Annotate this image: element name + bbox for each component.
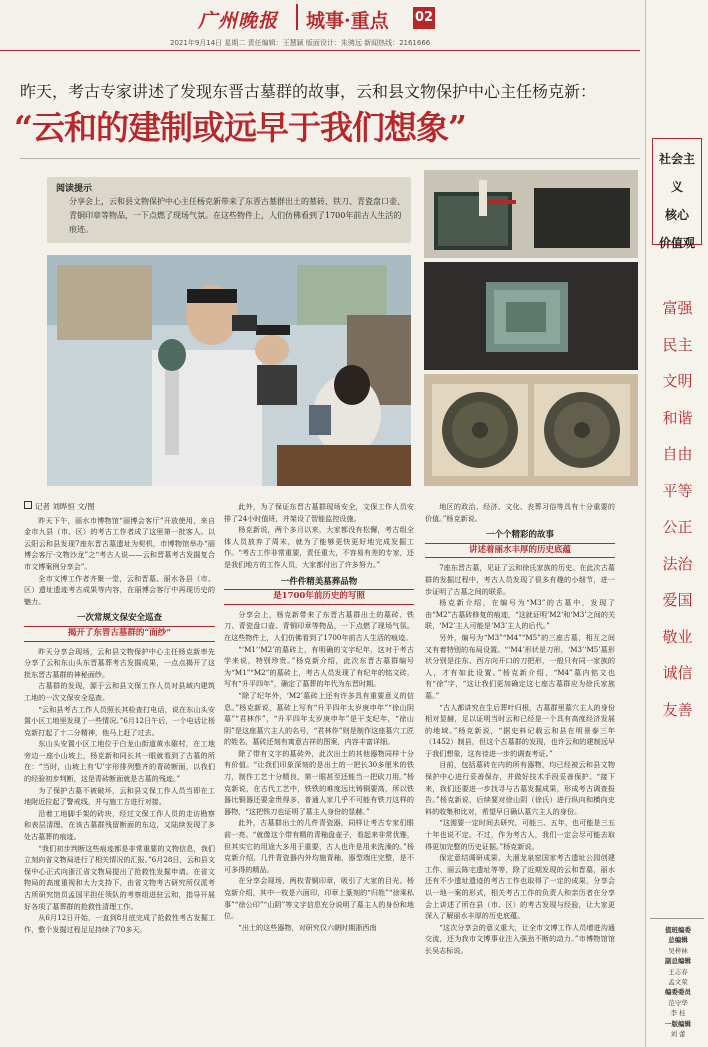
paragraph: 另外，编号为“M3”“M4”“M5”的三座古墓，相互之间又有着特别的布局设置。“‘M4’形状是刀形，‘M3’‘M5’墓形状分别是往东、西方向开口的刀把形，一般只有同一家族的人，才有如此设置。”杨克新介绍，“M4”墓内铭文也有“徐”字，“这让我们更加确定这七座古墓群应为徐氏家族墓。” — [425, 632, 615, 700]
staff-name: 孟文荣 — [668, 978, 688, 987]
subheading-2 — [224, 577, 414, 605]
reading-tip-text: 分享会上，云和县文物保护中心主任杨克新带来了东晋古墓群出土的墓砖、铁刀、青瓷盘口壶、青铜印章等物品，一下点燃了现场气氛。在这些物件上，人们仿佛看到了1700年前古人生活的痕迹。 — [69, 197, 405, 234]
paragraph: 东山头安置小区工地位于白龙山街道黄水碓村，在工地旁边一座小山坡上，杨克新和同长其一眼就看到了古墓的所在：“当时，山坡上有‘U’字形排列整齐的青砖断面，以我们的经验初步判断，这是青砖断面就是古墓的残迹。” — [24, 739, 215, 784]
masthead-rule — [0, 50, 640, 51]
paragraph: 古墓群的发现，源于云和县文保工作人员对县域内建筑工地的一次文保安全巡查。 — [24, 681, 215, 702]
core-value-item: 友善 — [662, 700, 693, 719]
core-values-title-line: 价值观 — [658, 236, 695, 250]
mirror-photo-illustration — [424, 374, 638, 486]
brick-photo-illustration — [424, 170, 638, 258]
core-values-title — [657, 145, 697, 257]
subheading-1 — [24, 613, 215, 641]
core-value-item: 公正 — [662, 518, 693, 536]
core-value-item: 诚信 — [662, 664, 693, 682]
article-column-3 — [425, 501, 615, 957]
paragraph: “古人都讲究在生后葬叶归根，古墓群里墓穴主人的身份相对显赫，足以证明当时云和已经是一个具有高度经济发展的地域。”杨克新说，“据史料记载云和县在明景泰三年（1452）制县，但这个古墓群的发现，也许云和的建制远早于我们想象，这有待进一步的调查考证。” — [425, 702, 615, 758]
photo-bronze-mirrors — [424, 374, 638, 486]
paragraph: 全市文博工作者齐聚一堂，云和晋墓、丽水各县（市、区）遗址遗迹考古成果等内容，在丽博会客厅中再现历史的魅力。 — [24, 573, 215, 606]
subheading-3 — [425, 530, 615, 558]
paragraph: 杨克新介绍，在编号为“M3”的古墓中，发现了由“M2”古墓砖修复的痕迹，“这就证明‘M2’和‘M3’之间的关联，‘M2’主人可能是‘M3’主人的后代。” — [425, 598, 616, 631]
byline-square-icon — [24, 501, 32, 509]
core-values-title-line: 核心 — [664, 208, 689, 222]
paragraph: 昨天下午，丽水市博物馆“丽博会客厅”开放使用，来自金市九县（市、区）的考古工作者成了这里第一批客人。以云阳云和县发现7座东晋古墓遗址为契机，市博物馆举办“丽博会客厅·文物沙龙”之“考古人说——云和晋墓考古发掘复合市文博案例分享会”。 — [24, 515, 215, 571]
paragraph: “‘M1’‘M2’的墓砖上，有明确的文字纪年，这对于考古学来说，特别珍贵。”杨克新介绍，此次东晋古墓群编号为“M1”“M2”的墓砖上，考古人员发现了有纪年的铭文砖，写有“升平四年”，确定了墓葬的年代为东晋时期。 — [224, 644, 414, 689]
core-value-item: 敬业 — [662, 627, 693, 646]
masthead — [0, 0, 645, 46]
core-values-title-line: 社会主义 — [658, 152, 695, 194]
subheading-3-line-2: 讲述着丽水丰厚的历史底蕴 — [425, 543, 615, 559]
reading-tip-heading: 阅读提示 — [56, 184, 93, 194]
masthead-divider — [296, 4, 298, 30]
staff-name: 范守华 — [668, 998, 688, 1007]
core-values-title-box — [652, 138, 702, 250]
title-divider — [20, 158, 640, 159]
paragraph: 在分享会现场，两枚青铜印章，吸引了大家的目光。杨克新介绍，其中一枚是六面印，印章上篆刻的“归姓”“徐乘私事”“徐公印”“山阴”等文字信息充分说明了墓主人的身份和地位。 — [224, 876, 414, 921]
editorial-staff — [650, 925, 706, 1039]
seal-photo-illustration — [424, 262, 638, 370]
staff-name: 王志春 — [668, 967, 688, 976]
edition-info: 2021年9月14日 星期二 责任编辑：王慧颖 版面设计：朱骋远 新闻热线：2161666 — [170, 39, 431, 47]
core-value-item: 平等 — [662, 481, 693, 500]
paragraph: “我们初步判断这些痕迹都是非常重要的文物信息，我们立刻向省文物局进行了相关情况的汇报。”6月28日，云和县文保中心正式向浙江省文物局提出了抢救性发掘申请。在省文物局的高度重视和大力支持下，由省文物考古研究所仅派考古所研究馆员孟国平担任领队的考察组进驻云和，指导开展好各项了墓葬群的抢救性清理工作。 — [24, 843, 215, 911]
paragraph: 昨天分享会现场，云和县文物保护中心主任杨克新率先分享了云和东山头东晋墓葬考古发掘成果，一点点揭开了这批东晋古墓群的神秘面纱。 — [24, 646, 215, 679]
core-value-item: 民主 — [662, 335, 693, 354]
photo-brick-object — [424, 170, 638, 258]
subheading-1-line-1: 一次常规文保安全巡查 — [76, 613, 162, 624]
paragraph: “这次分享会的意义重大，让全市文博工作人员增进沟通交流，还为我市文博事业注入强劲不断的动力。”市博物馆馆长吴志标说。 — [425, 922, 615, 955]
subheading-1-line-2: 揭开了东晋古墓群的“面纱” — [24, 626, 215, 642]
paragraph: 从6月12日开始，一直到8月底完成了抢救性考古发掘工作，整个发掘过程足足持续了70多天。 — [24, 913, 215, 934]
paragraph: 此外，古墓群出土的几件青瓷器，同样让考古专家们眼前一亮。“就像这个带有精的青釉盘壶子，看起来非常优雅，但其实它的用途大多用于重要，古人也许是用来洗澡的。”杨克新介绍，几件青瓷器内外均施青釉，器型端庄完整，是不可多得的精品。 — [224, 818, 414, 874]
core-value-item: 富强 — [662, 299, 693, 317]
core-value-item: 爱国 — [662, 591, 693, 609]
staff-divider — [650, 918, 704, 919]
staff-role: 一版编辑 — [665, 1019, 691, 1028]
paragraph: 地区的政治、经济、文化、丧葬习俗等具有十分重要的价值。”杨克新说。 — [425, 502, 615, 523]
paragraph: 除了带有文字的墓砖外，此次出土的其他器物同样十分有价值。“让我们印象深刻的是出土的一把长30多厘米的铁刀，制作工艺十分精良，第一眼甚至还能当一把砍刀用。”杨克新说，在古代工艺中，铁铁的难度远比铸铜要高，所以铁器比铜器还要金贵得多，普通人家几乎不可能有铁刀这样的器物，“这把铁刀也证明了墓主人身份的显赫。” — [224, 748, 414, 816]
paragraph: “云和县考古工作人员照长其检查打电话，说在东山头安置小区工地里发现了一些情况。”6月12日午后，一个电话让杨克新打起了十二分精神，他马上赶了过去。 — [24, 704, 215, 737]
paragraph: 杨克新说，两个多月以来，大家都没有松懈，考古组全体人员放弃了周末，就为了能够更快更好地完成发掘工作。“考古工作非常重要，责任重大，不容易有差的专家，还是我们地方的工作人员，大家都付出了许多努力。” — [224, 525, 414, 569]
staff-role: 总编辑 — [668, 936, 688, 945]
reading-tip-box — [47, 177, 411, 243]
photo-seal-object — [424, 262, 638, 370]
subheading-3-line-1: 一个个精彩的故事 — [485, 530, 554, 541]
newspaper-logo: 广州晚报 — [198, 10, 279, 32]
paragraph: 此外，为了保证东晋古墓群现场安全，文保工作人员安排了24小时值班，并架设了智能监控设施。 — [224, 502, 414, 523]
article-column-1 — [24, 501, 215, 935]
core-values-list — [646, 290, 708, 728]
article-kicker: 昨天，考古专家讲述了发现东晋古墓群的故事，云和县文物保护中心主任杨克新： — [20, 82, 597, 101]
main-photo — [47, 255, 411, 486]
page-number-badge: 02 — [413, 7, 435, 29]
staff-name: 李 桂 — [670, 1009, 686, 1018]
byline — [24, 501, 215, 513]
paragraph: 分享会上，杨克新带来了东晋古墓群出土的墓砖、铁刀、青瓷盘口壶、青铜印章等物品，一下点燃了现场气氛。在这些物件上，人们仿佛看到了1700年前古人生活的痕迹。 — [224, 609, 414, 642]
staff-role: 副总编辑 — [665, 957, 691, 966]
core-value-item: 文明 — [662, 372, 693, 390]
paragraph: 保定意结调研成果、大溜龙泉窑国家考古遗址公园创建工作、丽云陈宅遗址等等，除了近期发现的云和晋墓，丽水还有不少遗址遗迹的考古工作也取得了一定的成果，分享会以一地一案的形式，相关考古工作的负责人和亲历者在分享会上讲述了所在县（市、区）的考古发现与经验，让大家更深入了解丽水丰厚的历史底蕴。 — [425, 853, 615, 921]
subheading-2-line-1: 一件件精美墓葬品物 — [280, 576, 358, 587]
paragraph: “除了纪年外，‘M2’墓砖上还有许多具有重要意义的信息。”杨克新说，墓砖上写有“升平四年太岁庚申年”“徐山阴墓”“君林作”，“升平四年太岁庚申年”是干支纪年，“徐山阴”是这座墓穴主人的名号，“君林作”则是制作这座墓穴工匠的姓名，墓砖还刻有寓意吉祥的图案，内容丰富详细。 — [224, 690, 414, 747]
paragraph: 目前，包括墓砖在内的所有器物，均已经被云和县文物保护中心进行妥善保存，并做好技术手段妥善保护。“接下来，我们还要进一步找寻与古墓发掘成果，形成考古调查报告。”杨克新说，后续要对徐山阴（徐氏）进行纵向和横向史料的收集和比对，希望早日确认墓穴主人的身份。 — [425, 760, 615, 816]
paragraph: 为了保护古墓不被破坏，云和县文保工作人员当即在工地附近拉起了警戒线，并与施工方进行对接。 — [24, 785, 215, 807]
core-value-item: 法治 — [662, 554, 693, 573]
main-photo-illustration — [47, 255, 411, 486]
article-column-2 — [224, 501, 414, 933]
article-headline: “云和的建制或远早于我们想象” — [14, 108, 466, 147]
section-title: 城事·重点 — [306, 10, 389, 32]
values-sidebar — [645, 0, 708, 1047]
subheading-2-line-2: 是1700年前历史的写照 — [224, 589, 414, 605]
staff-name: 刘 蕾 — [670, 1030, 686, 1039]
paragraph: 7座东晋古墓，见证了云和徐氏家族的历史。在此次古墓群的发掘过程中，考古人员发现了很多有趣的小细节，进一步证明了古墓之间的联系。 — [425, 563, 615, 596]
paragraph: “这需要一定时间去研究，可能三、五年，也可能是三五十年也说不定。不过，作为考古人，我们一定会尽可能去取得更加完整的历史证据。”杨克新说。 — [425, 818, 615, 851]
staff-role: 值班编委 — [665, 926, 691, 934]
byline-text: 记者 刘晔恒 文/图 — [35, 502, 95, 511]
staff-name: 吴梓林 — [668, 946, 688, 955]
paragraph: 沿着工地脚手架的砖块，经过文保工作人员的走访勘察和表层清理，在该古墓群残留断面的东边，又陆续发现了多处古墓葬的痕迹。 — [24, 808, 215, 842]
staff-role: 编委委员 — [665, 988, 691, 997]
paragraph: “出土的这些器物，对研究仅六朝时期浙西南 — [238, 922, 377, 932]
core-value-item: 和谐 — [662, 408, 693, 427]
core-value-item: 自由 — [662, 445, 693, 463]
